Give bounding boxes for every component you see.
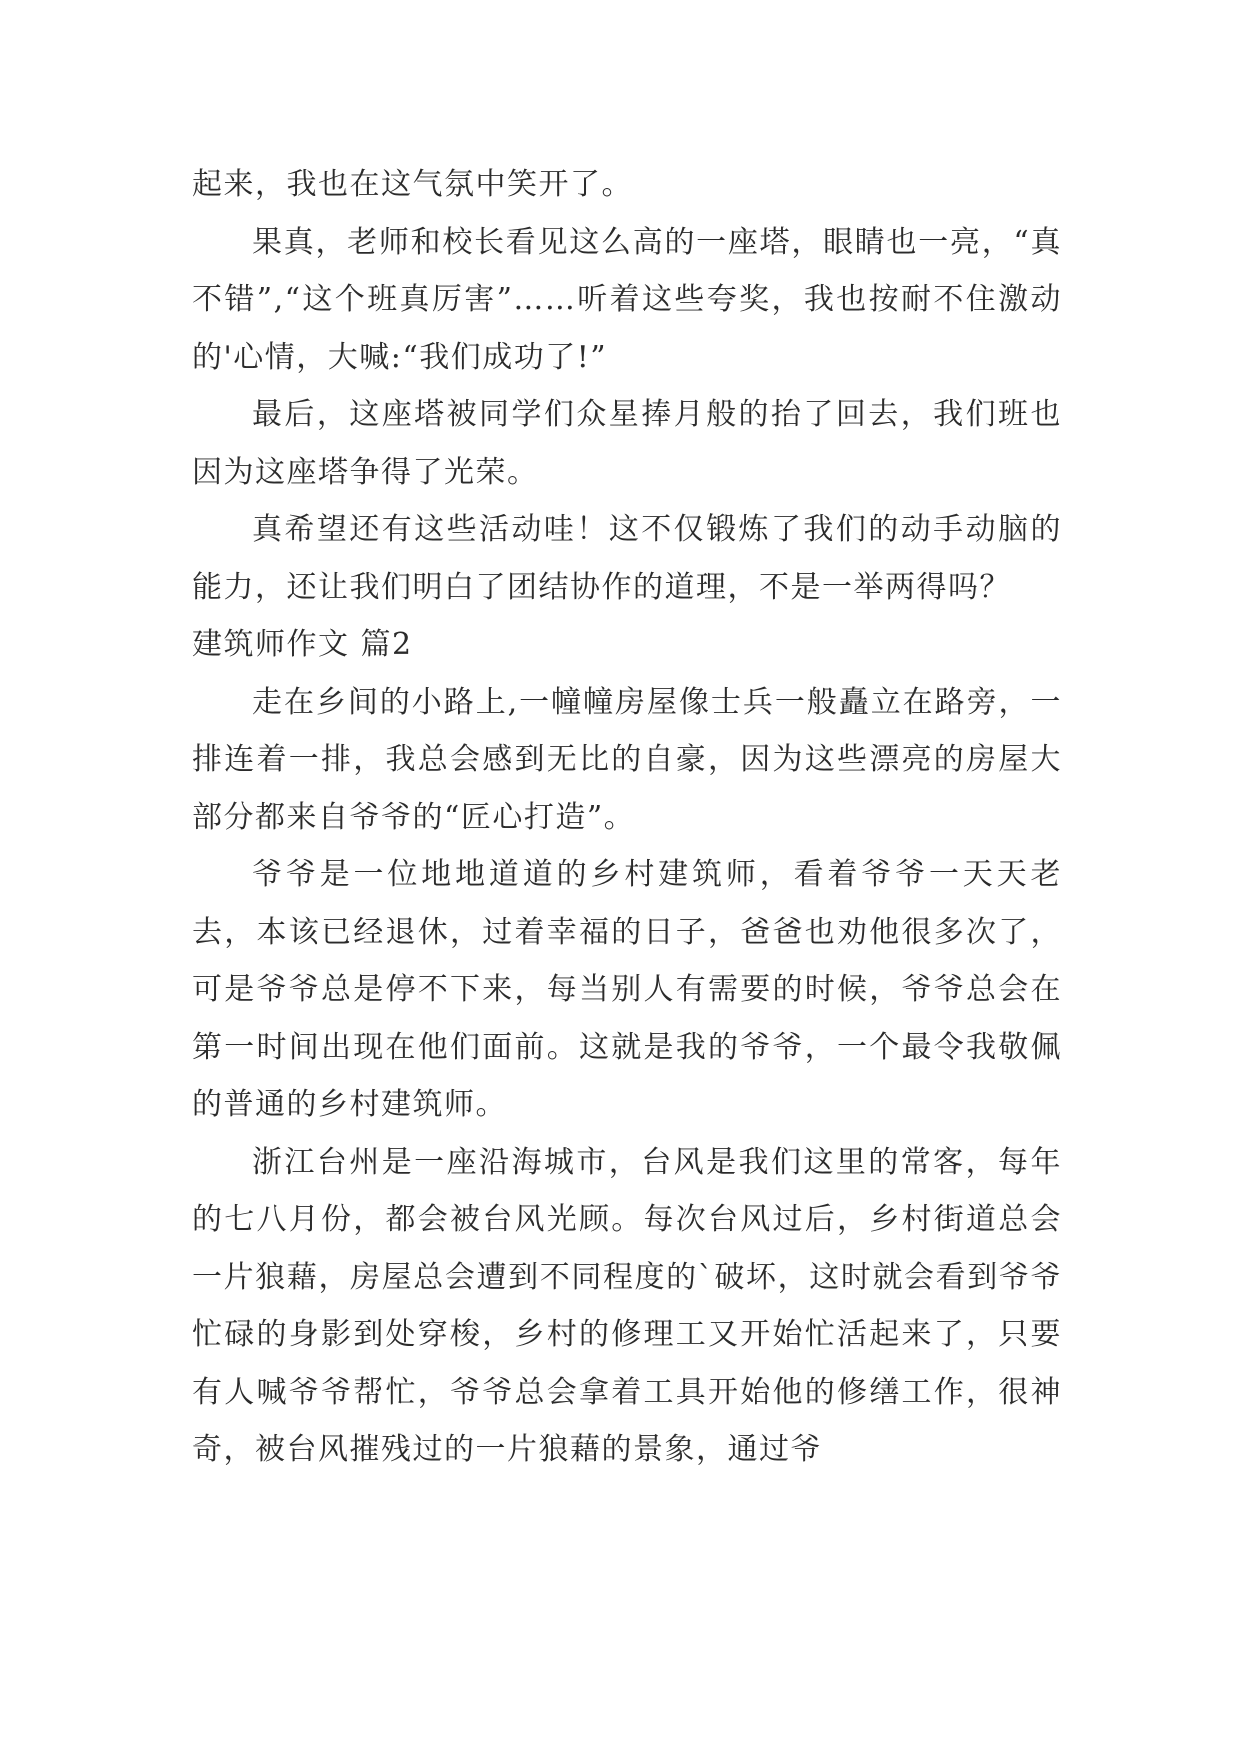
paragraph: 爷爷是一位地地道道的乡村建筑师，看着爷爷一天天老去，本该已经退休，过着幸福的日子，爸爸也劝他很多次了，可是爷爷总是停不下来，每当别人有需要的时候，爷爷总会在第一时间出现在他们面前。这就是我的爷爷，一个最令我敬佩的普通的乡村建筑师。 xyxy=(192,857,1062,1122)
text-column xyxy=(192,156,1062,1479)
paragraph: 浙江台州是一座沿海城市，台风是我们这里的常客，每年的七八月份，都会被台风光顾。每次台风过后，乡村街道总会一片狼藉，房屋总会遭到不同程度的`破坏，这时就会看到爷爷忙碌的身影到处穿梭，乡村的修理工又开始忙活起来了，只要有人喊爷爷帮忙，爷爷总会拿着工具开始他的修缮工作，很神奇，被台风摧残过的一片狼藉的景象，通过爷 xyxy=(192,1144,1062,1467)
section-heading: 建筑师作文 篇2 xyxy=(192,627,413,662)
paragraph-continuation: 起来，我也在这气氛中笑开了。 xyxy=(192,167,633,202)
paragraph: 果真，老师和校长看见这么高的一座塔，眼睛也一亮，“真不错”,“这个班真厉害”……听着这些夸奖，我也按耐不住激动的'心情，大喊:“我们成功了!” xyxy=(192,224,1062,375)
paragraph: 走在乡间的小路上,一幢幢房屋像士兵一般矗立在路旁，一排连着一排，我总会感到无比的自豪，因为这些漂亮的房屋大部分都来自爷爷的“匠心打造”。 xyxy=(192,684,1062,835)
paragraph: 最后，这座塔被同学们众星捧月般的抬了回去，我们班也因为这座塔争得了光荣。 xyxy=(192,397,1062,490)
paragraph: 真希望还有这些活动哇！这不仅锻炼了我们的动手动脑的能力，还让我们明白了团结协作的道理，不是一举两得吗？ xyxy=(192,512,1062,605)
